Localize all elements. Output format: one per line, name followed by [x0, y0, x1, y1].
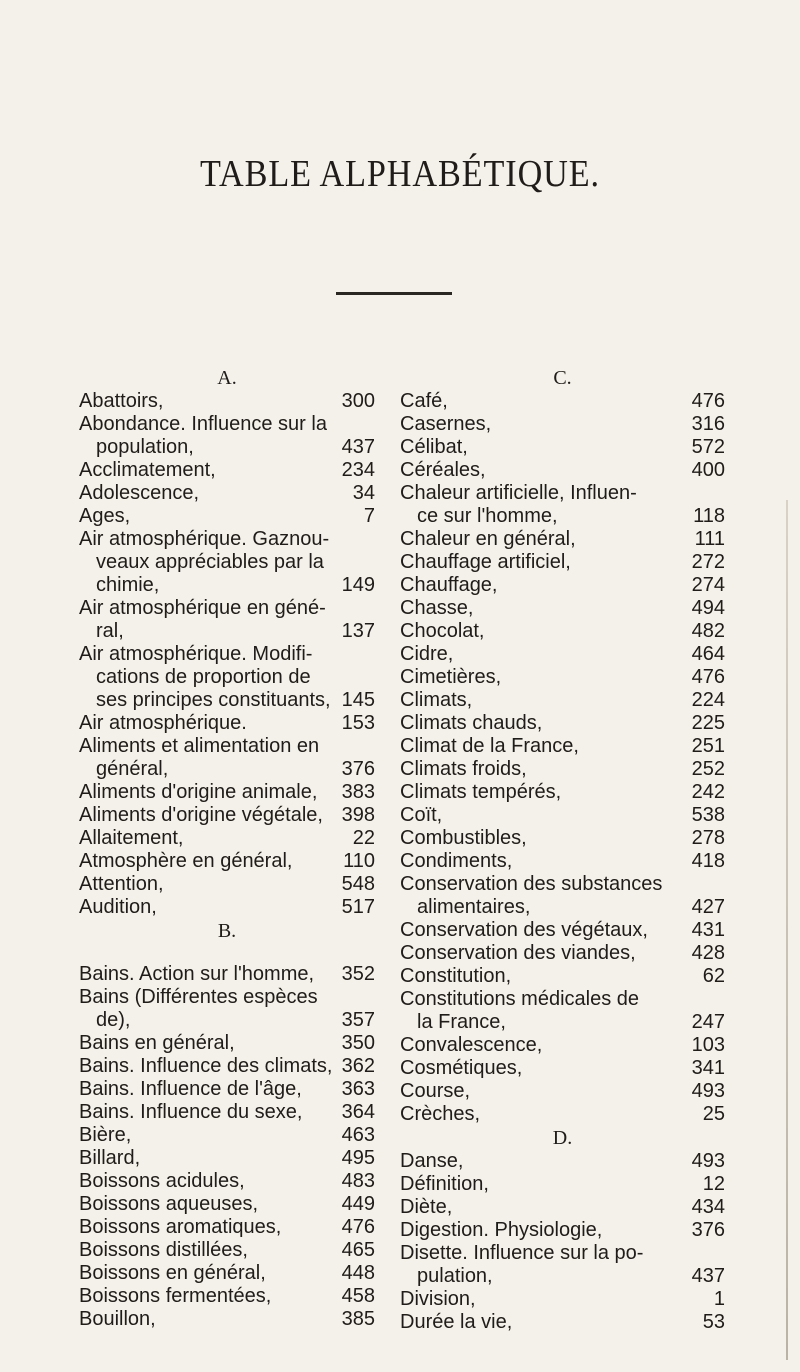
- index-entry: [400, 482, 725, 528]
- index-entry: [79, 850, 375, 873]
- entry-page-number: 376: [341, 758, 375, 780]
- entry-page-number: 572: [691, 436, 725, 458]
- index-entry: [400, 1034, 725, 1057]
- index-entry: [400, 988, 725, 1034]
- entry-page-number: 385: [341, 1308, 375, 1330]
- entry-page-number: 251: [691, 735, 725, 757]
- entry-text: Casernes,: [400, 413, 492, 435]
- entry-page-number: 494: [691, 597, 725, 619]
- entry-page-number: 118: [693, 505, 725, 527]
- entry-text: Chauffage,: [400, 574, 498, 596]
- entry-text: Ages,: [79, 505, 131, 527]
- entry-text: Café,: [400, 390, 448, 412]
- entry-page-number: 476: [691, 666, 725, 688]
- index-entry: [400, 1196, 725, 1219]
- entry-text: Constitution,: [400, 965, 512, 987]
- entry-page-number: 110: [343, 850, 375, 872]
- entry-text: Bouillon,: [79, 1308, 156, 1330]
- entry-text: Définition,: [400, 1173, 489, 1195]
- entry-page-number: 7: [363, 505, 375, 527]
- entry-page-number: 463: [341, 1124, 375, 1146]
- index-entry: [400, 1242, 725, 1288]
- entry-text: Durée la vie,: [400, 1311, 513, 1333]
- entry-text: Climats froids,: [400, 758, 527, 780]
- title-rule: [336, 292, 452, 295]
- index-entry: [400, 574, 725, 597]
- entry-page-number: 376: [691, 1219, 725, 1241]
- entry-text: Air atmosphérique. Modifi-: [79, 643, 313, 665]
- entry-text: Chaleur en général,: [400, 528, 576, 550]
- entry-page-number: 300: [341, 390, 375, 412]
- index-entry: [79, 643, 375, 712]
- entry-text: Air atmosphérique. Gaznou-: [79, 528, 330, 550]
- index-entry: [400, 873, 725, 919]
- entry-text: Abondance. Influence sur la: [79, 413, 327, 435]
- entry-page-number: 398: [341, 804, 375, 826]
- entry-page-number: 483: [341, 1170, 375, 1192]
- entry-text: Bains. Influence du sexe,: [79, 1101, 303, 1123]
- index-entry: [400, 712, 725, 735]
- index-entry: [79, 873, 375, 896]
- index-entry: [79, 1032, 375, 1055]
- index-entry: [400, 666, 725, 689]
- index-entry: [79, 1124, 375, 1147]
- entry-page-number: 449: [341, 1193, 375, 1215]
- index-entry: [79, 1216, 375, 1239]
- index-entry: [400, 804, 725, 827]
- entry-text: Cosmétiques,: [400, 1057, 523, 1079]
- entry-page-number: 352: [341, 963, 375, 985]
- entry-page-number: 364: [341, 1101, 375, 1123]
- entry-page-number: 137: [341, 620, 375, 642]
- index-entry: [79, 1308, 375, 1331]
- entry-page-number: 34: [352, 482, 375, 504]
- index-entry: [400, 436, 725, 459]
- index-entry: [400, 850, 725, 873]
- entry-text: Bains (Différentes espèces: [79, 986, 318, 1008]
- index-entry: [400, 942, 725, 965]
- index-entry: [400, 620, 725, 643]
- entry-text: Attention,: [79, 873, 164, 895]
- entry-text: général,: [96, 758, 169, 780]
- entry-page-number: 428: [691, 942, 725, 964]
- entry-page-number: 103: [691, 1034, 725, 1056]
- entry-text: Cimetières,: [400, 666, 502, 688]
- entry-page-number: 437: [341, 436, 375, 458]
- entry-page-number: 12: [702, 1173, 725, 1195]
- entry-text: chimie,: [96, 574, 160, 596]
- index-entry: [79, 459, 375, 482]
- entry-text: Bière,: [79, 1124, 132, 1146]
- entry-text: Coït,: [400, 804, 443, 826]
- entry-text: Aliments et alimentation en: [79, 735, 320, 757]
- entry-text: Boissons distillées,: [79, 1239, 248, 1261]
- entry-page-number: 247: [691, 1011, 725, 1033]
- entry-page-number: 145: [341, 689, 375, 711]
- entry-page-number: 341: [691, 1057, 725, 1079]
- index-entry: [400, 919, 725, 942]
- index-entry: [79, 963, 375, 986]
- index-entry: [79, 528, 375, 597]
- index-entry: [79, 1239, 375, 1262]
- index-entry: [400, 1103, 725, 1126]
- index-entry: [400, 735, 725, 758]
- entry-text: Disette. Influence sur la po-: [400, 1242, 644, 1264]
- index-entry: [79, 1170, 375, 1193]
- entry-text: Conservation des viandes,: [400, 942, 636, 964]
- entry-text: Climat de la France,: [400, 735, 579, 757]
- section-letter: C.: [553, 367, 572, 389]
- entry-text: Constitutions médicales de: [400, 988, 640, 1010]
- entry-text: Chasse,: [400, 597, 474, 619]
- index-entry: [79, 1101, 375, 1124]
- entry-page-number: 493: [691, 1080, 725, 1102]
- entry-page-number: 224: [691, 689, 725, 711]
- entry-page-number: 278: [691, 827, 725, 849]
- entry-page-number: 274: [691, 574, 725, 596]
- index-entry: [400, 551, 725, 574]
- page-edge: [786, 500, 788, 1360]
- index-entry: [79, 1285, 375, 1308]
- entry-page-number: 548: [341, 873, 375, 895]
- entry-text: Audition,: [79, 896, 157, 918]
- section-gap: [79, 943, 375, 963]
- entry-page-number: 53: [702, 1311, 725, 1333]
- index-entry: [400, 758, 725, 781]
- entry-page-number: 357: [341, 1009, 375, 1031]
- entry-text: Climats chauds,: [400, 712, 543, 734]
- entry-text: Convalescence,: [400, 1034, 543, 1056]
- index-entry: [400, 1173, 725, 1196]
- entry-page-number: 400: [691, 459, 725, 481]
- entry-text: Allaitement,: [79, 827, 184, 849]
- index-entry: [400, 459, 725, 482]
- index-entry: [400, 1219, 725, 1242]
- entry-text: Crèches,: [400, 1103, 481, 1125]
- entry-text: Bains. Influence des climats,: [79, 1055, 333, 1077]
- entry-page-number: 418: [691, 850, 725, 872]
- entry-text: Chauffage artificiel,: [400, 551, 571, 573]
- index-entry: [400, 413, 725, 436]
- entry-text: Abattoirs,: [79, 390, 164, 412]
- entry-text: Digestion. Physiologie,: [400, 1219, 603, 1241]
- entry-text: Célibat,: [400, 436, 468, 458]
- entry-text: Boissons en général,: [79, 1262, 266, 1284]
- entry-page-number: 517: [341, 896, 375, 918]
- index-entry: [79, 413, 375, 459]
- entry-page-number: 464: [691, 643, 725, 665]
- entry-page-number: 362: [341, 1055, 375, 1077]
- entry-page-number: 476: [691, 390, 725, 412]
- index-entry: [79, 781, 375, 804]
- index-entry: [79, 390, 375, 413]
- entry-text: ce sur l'homme,: [417, 505, 558, 527]
- index-entry: [79, 986, 375, 1032]
- index-entry: [79, 597, 375, 643]
- entry-page-number: 25: [702, 1103, 725, 1125]
- entry-text: ses principes constituants,: [96, 689, 331, 711]
- entry-text: Bains. Influence de l'âge,: [79, 1078, 302, 1100]
- entry-page-number: 538: [691, 804, 725, 826]
- entry-text: Conservation des substances: [400, 873, 663, 895]
- entry-page-number: 458: [341, 1285, 375, 1307]
- index-entry: [400, 390, 725, 413]
- entry-text: Boissons aromatiques,: [79, 1216, 282, 1238]
- entry-text: Céréales,: [400, 459, 486, 481]
- index-entry: [400, 597, 725, 620]
- index-entry: [400, 689, 725, 712]
- entry-text: Climats,: [400, 689, 473, 711]
- entry-page-number: 465: [341, 1239, 375, 1261]
- page-title: TABLE ALPHABÉTIQUE.: [199, 153, 601, 195]
- index-entry: [79, 712, 375, 735]
- entry-text: Chaleur artificielle, Influen-: [400, 482, 637, 504]
- index-entry: [79, 896, 375, 919]
- index-entry: [400, 827, 725, 850]
- entry-text: ral,: [96, 620, 124, 642]
- entry-text: Aliments d'origine végétale,: [79, 804, 323, 826]
- index-entry: [400, 1057, 725, 1080]
- entry-page-number: 434: [691, 1196, 725, 1218]
- entry-text: Condiments,: [400, 850, 513, 872]
- entry-page-number: 316: [691, 413, 725, 435]
- entry-page-number: 437: [691, 1265, 725, 1287]
- entry-page-number: 350: [341, 1032, 375, 1054]
- section-letter: B.: [217, 920, 237, 942]
- entry-text: Course,: [400, 1080, 471, 1102]
- entry-text: cations de proportion de: [96, 666, 311, 688]
- index-entry: [400, 1080, 725, 1103]
- entry-page-number: 225: [691, 712, 725, 734]
- index-entry: [79, 1055, 375, 1078]
- entry-page-number: 149: [341, 574, 375, 596]
- entry-text: Diète,: [400, 1196, 453, 1218]
- entry-text: Boissons acidules,: [79, 1170, 245, 1192]
- entry-text: de),: [96, 1009, 131, 1031]
- entry-page-number: 252: [691, 758, 725, 780]
- index-entry: [400, 1150, 725, 1173]
- entry-page-number: 153: [341, 712, 375, 734]
- entry-text: Adolescence,: [79, 482, 200, 504]
- entry-page-number: 242: [691, 781, 725, 803]
- entry-text: Division,: [400, 1288, 476, 1310]
- entry-page-number: 234: [341, 459, 375, 481]
- entry-page-number: 427: [691, 896, 725, 918]
- entry-text: Chocolat,: [400, 620, 485, 642]
- entry-text: Billard,: [79, 1147, 141, 1169]
- index-entry: [79, 1078, 375, 1101]
- index-entry: [400, 1311, 725, 1334]
- entry-text: la France,: [417, 1011, 506, 1033]
- section-letter: A.: [217, 367, 237, 389]
- index-entry: [79, 1147, 375, 1170]
- section-letter: D.: [552, 1127, 573, 1149]
- entry-text: Aliments d'origine animale,: [79, 781, 318, 803]
- entry-text: Bains en général,: [79, 1032, 235, 1054]
- entry-text: pulation,: [417, 1265, 493, 1287]
- entry-text: Acclimatement,: [79, 459, 216, 481]
- entry-text: Danse,: [400, 1150, 464, 1172]
- entry-text: Air atmosphérique.: [79, 712, 247, 734]
- entry-page-number: 22: [352, 827, 375, 849]
- index-entry: [400, 643, 725, 666]
- index-entry: [400, 781, 725, 804]
- entry-text: veaux appréciables par la: [96, 551, 324, 573]
- entry-page-number: 272: [691, 551, 725, 573]
- entry-text: Atmosphère en général,: [79, 850, 293, 872]
- index-entry: [79, 1193, 375, 1216]
- entry-page-number: 493: [691, 1150, 725, 1172]
- entry-text: Climats tempérés,: [400, 781, 562, 803]
- entry-page-number: 448: [341, 1262, 375, 1284]
- index-entry: [400, 965, 725, 988]
- entry-page-number: 431: [691, 919, 725, 941]
- entry-page-number: 476: [341, 1216, 375, 1238]
- entry-page-number: 363: [341, 1078, 375, 1100]
- entry-page-number: 62: [702, 965, 725, 987]
- entry-text: Boissons fermentées,: [79, 1285, 272, 1307]
- index-entry: [79, 804, 375, 827]
- entry-page-number: 111: [694, 528, 725, 550]
- entry-text: Cidre,: [400, 643, 454, 665]
- entry-page-number: 482: [691, 620, 725, 642]
- entry-text: population,: [96, 436, 194, 458]
- left-column: [79, 366, 375, 1331]
- entry-text: Conservation des végétaux,: [400, 919, 648, 941]
- entry-text: Air atmosphérique en géné-: [79, 597, 326, 619]
- index-entry: [79, 1262, 375, 1285]
- entry-page-number: 383: [341, 781, 375, 803]
- entry-text: Boissons aqueuses,: [79, 1193, 259, 1215]
- index-entry: [79, 827, 375, 850]
- right-column: [400, 366, 725, 1334]
- entry-page-number: 1: [713, 1288, 725, 1310]
- index-entry: [400, 1288, 725, 1311]
- entry-text: Combustibles,: [400, 827, 527, 849]
- index-entry: [79, 735, 375, 781]
- entry-text: Bains. Action sur l'homme,: [79, 963, 315, 985]
- entry-page-number: 495: [341, 1147, 375, 1169]
- index-entry: [400, 528, 725, 551]
- index-entry: [79, 482, 375, 505]
- index-entry: [79, 505, 375, 528]
- entry-text: alimentaires,: [417, 896, 531, 918]
